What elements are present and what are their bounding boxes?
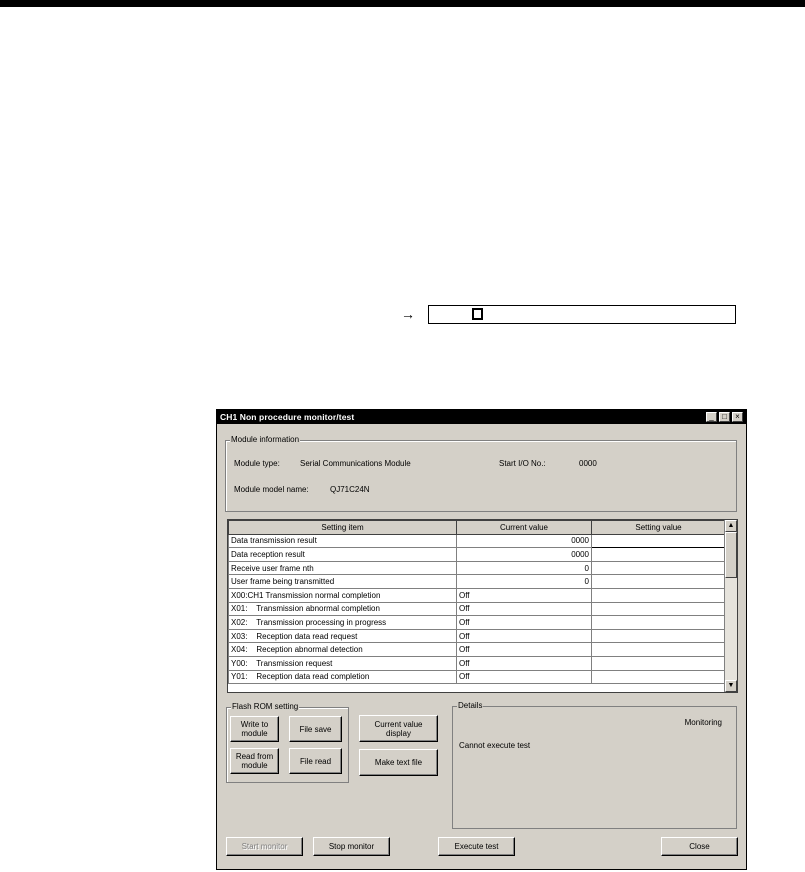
module-model-value: QJ71C24N — [330, 485, 370, 494]
minimize-button[interactable]: _ — [706, 412, 717, 422]
stop-monitor-button[interactable]: Stop monitor — [313, 837, 390, 856]
cell-setting[interactable] — [592, 548, 726, 562]
cell-item: X01: Transmission abnormal completion — [229, 602, 457, 616]
cell-item: X02: Transmission processing in progress — [229, 616, 457, 630]
cell-setting[interactable] — [592, 656, 726, 670]
column-header-setting-item[interactable]: Setting item — [229, 521, 457, 535]
cell-current: Off — [457, 616, 592, 630]
reference-box — [428, 305, 736, 324]
cell-item: Receive user frame nth — [229, 561, 457, 575]
module-information-label: Module information — [231, 435, 300, 444]
scroll-down-icon[interactable]: ▼ — [725, 680, 737, 692]
current-value-display-button[interactable]: Current value display — [359, 715, 438, 742]
cell-item: X03: Reception data read request — [229, 629, 457, 643]
file-read-button[interactable]: File read — [289, 748, 342, 774]
cell-item: X04: Reception abnormal detection — [229, 643, 457, 657]
cell-current: 0000 — [457, 548, 592, 562]
close-button[interactable]: Close — [661, 837, 738, 856]
cell-item: Y00: Transmission request — [229, 656, 457, 670]
cell-setting[interactable] — [592, 561, 726, 575]
cell-current: Off — [457, 629, 592, 643]
cell-item: Y01: Reception data read completion — [229, 670, 457, 684]
cell-setting[interactable] — [592, 534, 726, 548]
flash-rom-group — [226, 702, 349, 783]
details-group — [452, 701, 737, 829]
flash-rom-label: Flash ROM setting — [232, 702, 299, 711]
module-type-label: Module type: — [234, 459, 280, 468]
write-to-module-button[interactable]: Write to module — [230, 716, 279, 742]
cell-setting[interactable] — [592, 670, 726, 684]
table-row[interactable] — [229, 629, 726, 643]
monitor-test-window — [216, 409, 747, 870]
read-from-module-button[interactable]: Read from module — [230, 748, 279, 774]
start-io-value: 0000 — [579, 459, 597, 468]
cell-current: 0 — [457, 561, 592, 575]
square-icon — [472, 308, 483, 320]
cell-item: Data transmission result — [229, 534, 457, 548]
vertical-scrollbar[interactable] — [724, 520, 737, 692]
table-row[interactable] — [229, 616, 726, 630]
page-header-rule — [0, 0, 805, 7]
right-arrow-icon: → — [401, 306, 415, 322]
cell-current: Off — [457, 656, 592, 670]
cell-setting[interactable] — [592, 629, 726, 643]
start-io-label: Start I/O No.: — [499, 459, 546, 468]
execute-test-button[interactable]: Execute test — [438, 837, 515, 856]
scroll-up-icon[interactable]: ▲ — [725, 520, 737, 532]
table-row[interactable] — [229, 575, 726, 589]
cell-current: 0 — [457, 575, 592, 589]
table-row[interactable] — [229, 670, 726, 684]
start-monitor-button[interactable]: Start monitor — [226, 837, 303, 856]
table-row[interactable] — [229, 534, 726, 548]
cell-item: Data reception result — [229, 548, 457, 562]
cell-setting[interactable] — [592, 643, 726, 657]
table-row[interactable] — [229, 643, 726, 657]
cell-setting[interactable] — [592, 588, 726, 602]
cell-current: Off — [457, 588, 592, 602]
table-row[interactable] — [229, 548, 726, 562]
title-bar — [217, 410, 746, 424]
cell-item: User frame being transmitted — [229, 575, 457, 589]
details-message: Cannot execute test — [459, 741, 531, 750]
window-title: CH1 Non procedure monitor/test — [220, 412, 355, 422]
close-window-button[interactable]: × — [732, 412, 743, 422]
status-text: Monitoring — [684, 718, 722, 727]
cell-setting[interactable] — [592, 575, 726, 589]
module-information-group — [225, 435, 737, 512]
make-text-file-button[interactable]: Make text file — [359, 749, 438, 776]
table-row[interactable] — [229, 602, 726, 616]
module-type-value: Serial Communications Module — [300, 459, 411, 468]
monitor-table[interactable] — [227, 519, 738, 693]
table-row[interactable] — [229, 588, 726, 602]
column-header-setting-value[interactable]: Setting value — [592, 521, 726, 535]
cell-current: Off — [457, 670, 592, 684]
cell-current: 0000 — [457, 534, 592, 548]
cell-setting[interactable] — [592, 602, 726, 616]
table-row[interactable] — [229, 561, 726, 575]
cell-setting[interactable] — [592, 616, 726, 630]
file-save-button[interactable]: File save — [289, 716, 342, 742]
cell-current: Off — [457, 602, 592, 616]
module-model-label: Module model name: — [234, 485, 309, 494]
cell-item: X00:CH1 Transmission normal completion — [229, 588, 457, 602]
maximize-button[interactable]: □ — [719, 412, 730, 422]
cell-current: Off — [457, 643, 592, 657]
scroll-thumb[interactable] — [725, 532, 737, 578]
details-label: Details — [458, 701, 483, 710]
table-row[interactable] — [229, 656, 726, 670]
column-header-current-value[interactable]: Current value — [457, 521, 592, 535]
